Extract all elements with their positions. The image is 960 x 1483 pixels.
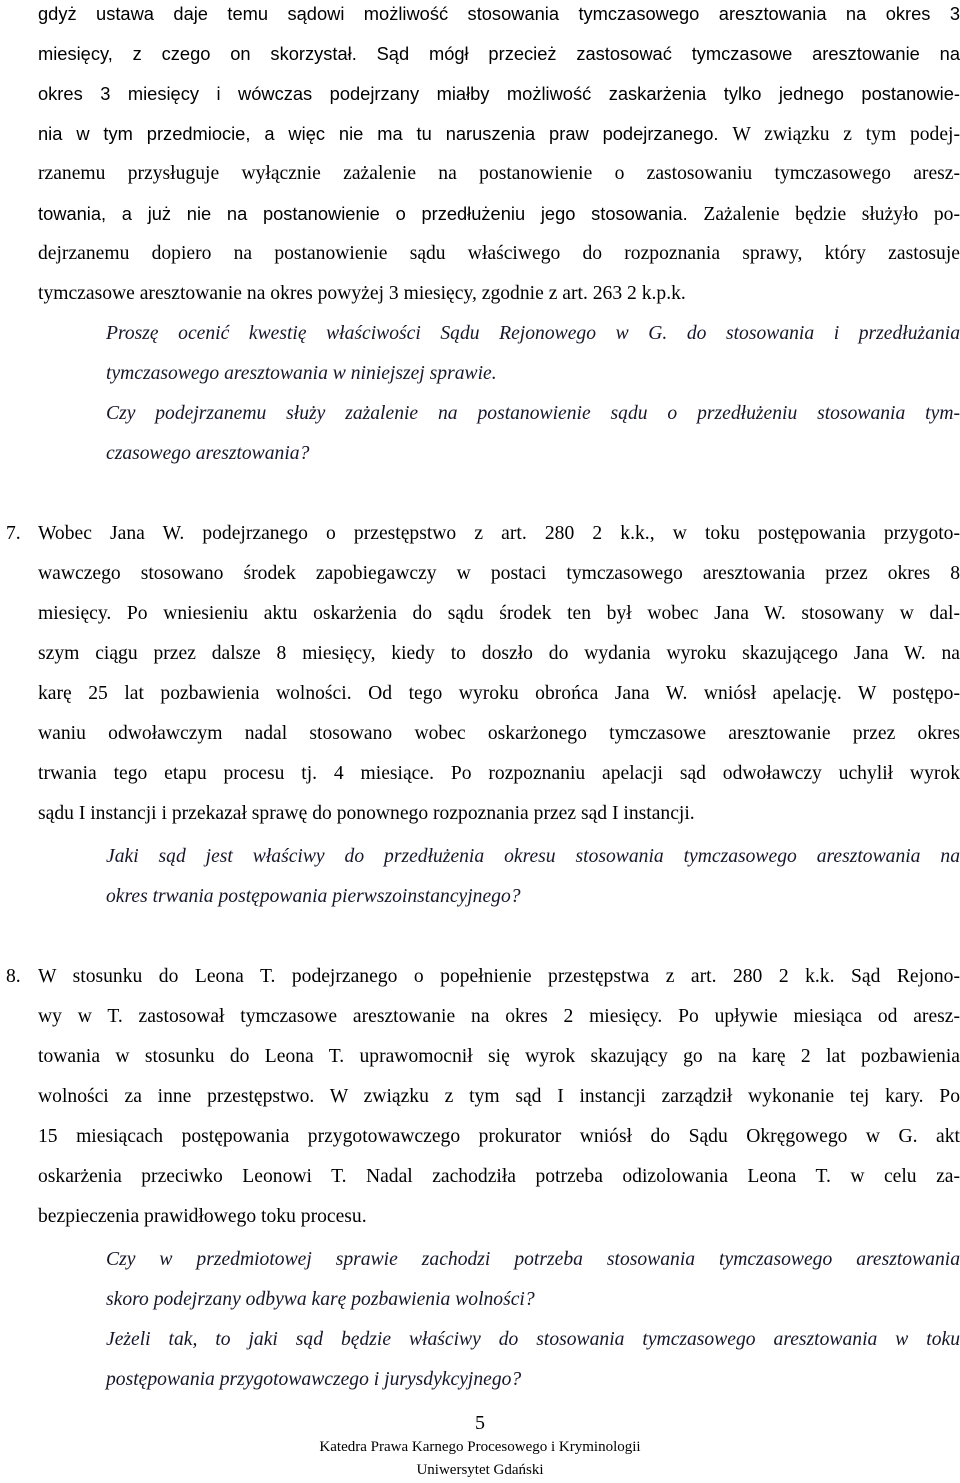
text-line-serif-part: W związku z tym podej-: [732, 124, 960, 145]
text-line: szym ciągu przez dalsze 8 miesięcy, kiedy to doszło do wydania wyroku skazującego Jana W. na: [38, 643, 960, 664]
case-number: 8.: [6, 966, 21, 987]
text-line: trwania tego etapu procesu tj. 4 miesiące. Po rozpoznaniu apelacji sąd odwoławczy uchylił wyrok: [38, 763, 960, 784]
question-line: postępowania przygotowawczego i jurysdykcyjnego?: [106, 1369, 522, 1390]
text-line: rzanemu przysługuje wyłącznie zażalenie na postanowienie o zastosowaniu tymczasowego aresz-: [38, 163, 960, 184]
question-line: Jeżeli tak, to jaki sąd będzie właściwy do stosowania tymczasowego aresztowania w toku: [106, 1329, 960, 1350]
text-line-sans-part: towania, a już nie na postanowienie o przedłużeniu jego stosowania.: [38, 203, 704, 224]
text-line: wawczego stosowano środek zapobiegawczy w postaci tymczasowego aresztowania przez okres 8: [38, 563, 960, 584]
question-line: Proszę ocenić kwestię właściwości Sądu Rejonowego w G. do stosowania i przedłużania: [106, 323, 960, 344]
text-line-mixed: [38, 202, 960, 227]
text-line-serif-part: Zażalenie będzie służyło po-: [703, 204, 960, 225]
text-line: wy w T. zastosował tymczasowe aresztowanie na okres 2 miesięcy. Po upływie miesiąca od aresz-: [38, 1006, 960, 1027]
case-number: 7.: [6, 523, 21, 544]
text-line: waniu odwoławczym nadal stosowano wobec oskarżonego tymczasowe aresztowanie przez okres: [38, 723, 960, 744]
text-line: okres 3 miesięcy i wówczas podejrzany miałby możliwość zaskarżenia tylko jednego postanowie-: [38, 83, 960, 104]
text-line: dejrzanemu dopiero na postanowienie sądu właściwego do rozpoznania sprawy, który zastosuje: [38, 243, 960, 264]
text-line: W stosunku do Leona T. podejrzanego o popełnienie przestępstwa z art. 280 2 k.k. Sąd Rejono-: [38, 966, 960, 987]
text-line: tymczasowe aresztowanie na okres powyżej 3 miesięcy, zgodnie z art. 263 2 k.p.k.: [38, 283, 686, 304]
question-line: Jaki sąd jest właściwy do przedłużenia okresu stosowania tymczasowego aresztowania na: [106, 846, 960, 867]
footer-university: Uniwersytet Gdański: [416, 1462, 544, 1478]
question-line: tymczasowego aresztowania w niniejszej sprawie.: [106, 363, 497, 384]
page-number: 5: [475, 1412, 485, 1434]
text-line: oskarżenia przeciwko Leonowi T. Nadal zachodziła potrzeba odizolowania Leona T. w celu za-: [38, 1166, 960, 1187]
text-line: gdyż ustawa daje temu sądowi możliwość stosowania tymczasowego aresztowania na okres 3: [38, 3, 960, 24]
question-line: czasowego aresztowania?: [106, 443, 310, 464]
question-line: skoro podejrzany odbywa karę pozbawienia wolności?: [106, 1289, 535, 1310]
question-line: okres trwania postępowania pierwszoinstancyjnego?: [106, 886, 521, 907]
text-line: towania w stosunku do Leona T. uprawomocnił się wyrok skazujący go na karę 2 lat pozbawienia: [38, 1046, 960, 1067]
text-line: miesięcy. Po wniesieniu aktu oskarżenia do sądu środek ten był wobec Jana W. stosowany w dal-: [38, 603, 960, 624]
text-line-sans-part: nia w tym przedmiocie, a więc nie ma tu naruszenia praw podejrzanego.: [38, 123, 733, 144]
question-line: Czy podejrzanemu służy zażalenie na postanowienie sądu o przedłużeniu stosowania tym-: [106, 403, 960, 424]
text-line: wolności za inne przestępstwo. W związku z tym sąd I instancji zarządził wykonanie tej kary. Po: [38, 1086, 960, 1107]
question-line: Czy w przedmiotowej sprawie zachodzi potrzeba stosowania tymczasowego aresztowania: [106, 1249, 960, 1270]
text-line: bezpieczenia prawidłowego toku procesu.: [38, 1206, 367, 1227]
footer-department: Katedra Prawa Karnego Procesowego i Kryminologii: [319, 1439, 641, 1455]
text-line: miesięcy, z czego on skorzystał. Sąd mógł przecież zastosować tymczasowe aresztowanie na: [38, 43, 960, 64]
text-line: Wobec Jana W. podejrzanego o przestępstwo z art. 280 2 k.k., w toku postępowania przygoto-: [38, 523, 960, 544]
text-line-mixed: [38, 122, 960, 147]
text-line: karę 25 lat pozbawienia wolności. Od tego wyroku obrońca Jana W. wniósł apelację. W postępo-: [38, 683, 960, 704]
text-line: sądu I instancji i przekazał sprawę do ponownego rozpoznania przez sąd I instancji.: [38, 803, 695, 824]
text-line: 15 miesiącach postępowania przygotowawczego prokurator wniósł do Sądu Okręgowego w G. akt: [38, 1126, 960, 1147]
